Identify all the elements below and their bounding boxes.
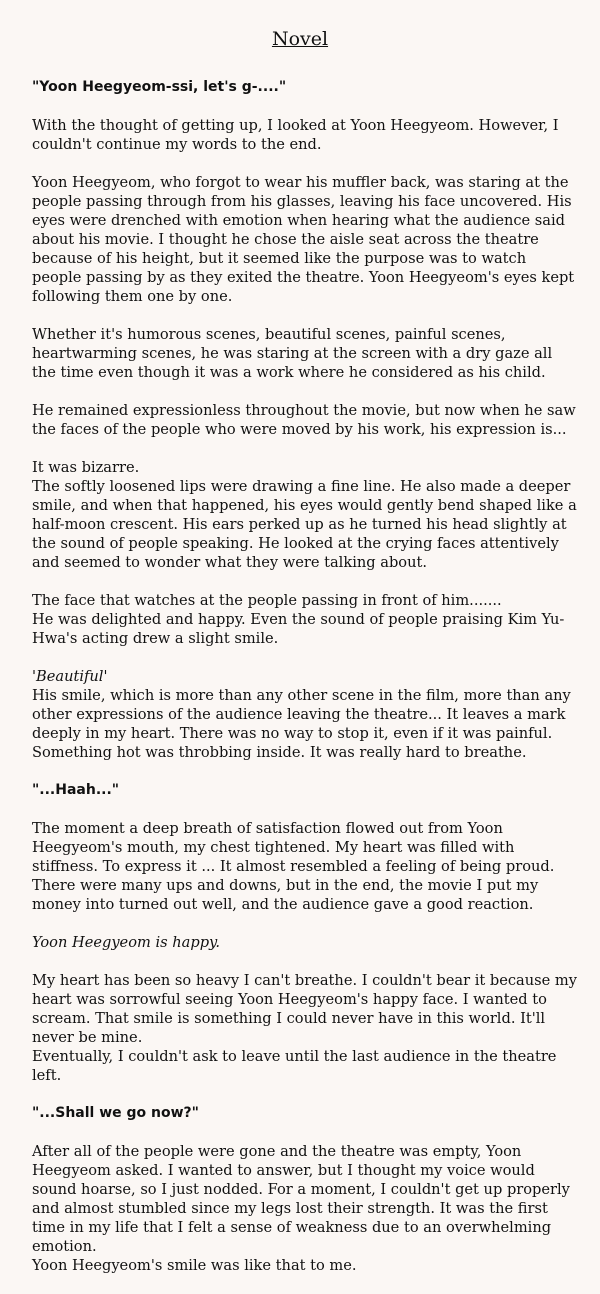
paragraph-line: Eventually, I couldn't ask to leave until the last audience in the theatre left. bbox=[32, 1048, 557, 1084]
dialogue-line: "Yoon Heegyeom-ssi, let's g-...." bbox=[32, 79, 287, 95]
paragraph-line: It was bizarre. bbox=[32, 459, 140, 476]
paragraph bbox=[32, 458, 577, 572]
dialogue-line: "...Haah..." bbox=[32, 782, 120, 798]
paragraph-line: The face that watches at the people passing in front of him....... bbox=[32, 592, 502, 609]
paragraph bbox=[32, 667, 577, 762]
paragraph-line: After all of the people were gone and the theatre was empty, Yoon Heegyeom asked. I wanted to answer, but I thought my voice would sound hoarse, so I just nodded. For a moment, I couldn't get up properly and almost stumbled since my legs lost their strength. It was the first time in my life that I felt a sense of weakness due to an overwhelming emotion. bbox=[32, 1143, 570, 1255]
paragraph: The moment a deep breath of satisfaction flowed out from Yoon Heegyeom's mouth, my chest tightened. My heart was filled with stiffness. To express it ... It almost resembled a feeling of being proud. There were many ups and downs, but in the end, the movie I put my money into turned out well, and the audience gave a good reaction. bbox=[32, 820, 555, 913]
paragraph bbox=[32, 591, 577, 648]
paragraph: Yoon Heegyeom, who forgot to wear his muffler back, was staring at the people passing through from his glasses, leaving his face uncovered. His eyes were drenched with emotion when hearing what the audience said about his movie. I thought he chose the aisle seat across the theatre because of his height, but it seemed like the purpose was to watch people passing by as they exited the theatre. Yoon Heegyeom's eyes kept following them one by one. bbox=[32, 174, 575, 305]
page-title: Novel bbox=[271, 28, 329, 50]
paragraph: With the thought of getting up, I looked at Yoon Heegyeom. However, I couldn't continue my words to the end. bbox=[32, 117, 559, 153]
paragraph-line: The softly loosened lips were drawing a fine line. He also made a deeper smile, and when that happened, his eyes would gently bend shaped like a half-moon crescent. His ears perked up as he turned his head slightly at the sound of people speaking. He looked at the crying faces attentively and seemed to wonder what they were talking about. bbox=[32, 478, 577, 571]
dialogue-line: "...Shall we go now?" bbox=[32, 1105, 199, 1121]
italic-line: 'Beautiful' bbox=[32, 668, 108, 685]
paragraph bbox=[32, 971, 577, 1085]
paragraph bbox=[32, 1142, 577, 1275]
paragraph-line: His smile, which is more than any other scene in the film, more than any other expressions of the audience leaving the theatre... It leaves a mark deeply in my heart. There was no way to stop it, even if it was painful. Something hot was throbbing inside. It was really hard to breathe. bbox=[32, 687, 571, 761]
novel-body bbox=[32, 78, 577, 1294]
paragraph: He remained expressionless throughout the movie, but now when he saw the faces of the people who were moved by his work, his expression is... bbox=[32, 402, 576, 438]
italic-paragraph: Yoon Heegyeom is happy. bbox=[32, 934, 220, 951]
paragraph-line: He was delighted and happy. Even the sound of people praising Kim Yu-Hwa's acting drew a slight smile. bbox=[32, 611, 565, 647]
paragraph-line: My heart has been so heavy I can't breathe. I couldn't bear it because my heart was sorrowful seeing Yoon Heegyeom's happy face. I wanted to scream. That smile is something I could never have in this world. It'll never be mine. bbox=[32, 972, 577, 1046]
paragraph: Whether it's humorous scenes, beautiful scenes, painful scenes, heartwarming scenes, he was staring at the screen with a dry gaze all the time even though it was a work where he considered as his child. bbox=[32, 326, 553, 381]
paragraph-line: Yoon Heegyeom's smile was like that to me. bbox=[32, 1257, 357, 1274]
